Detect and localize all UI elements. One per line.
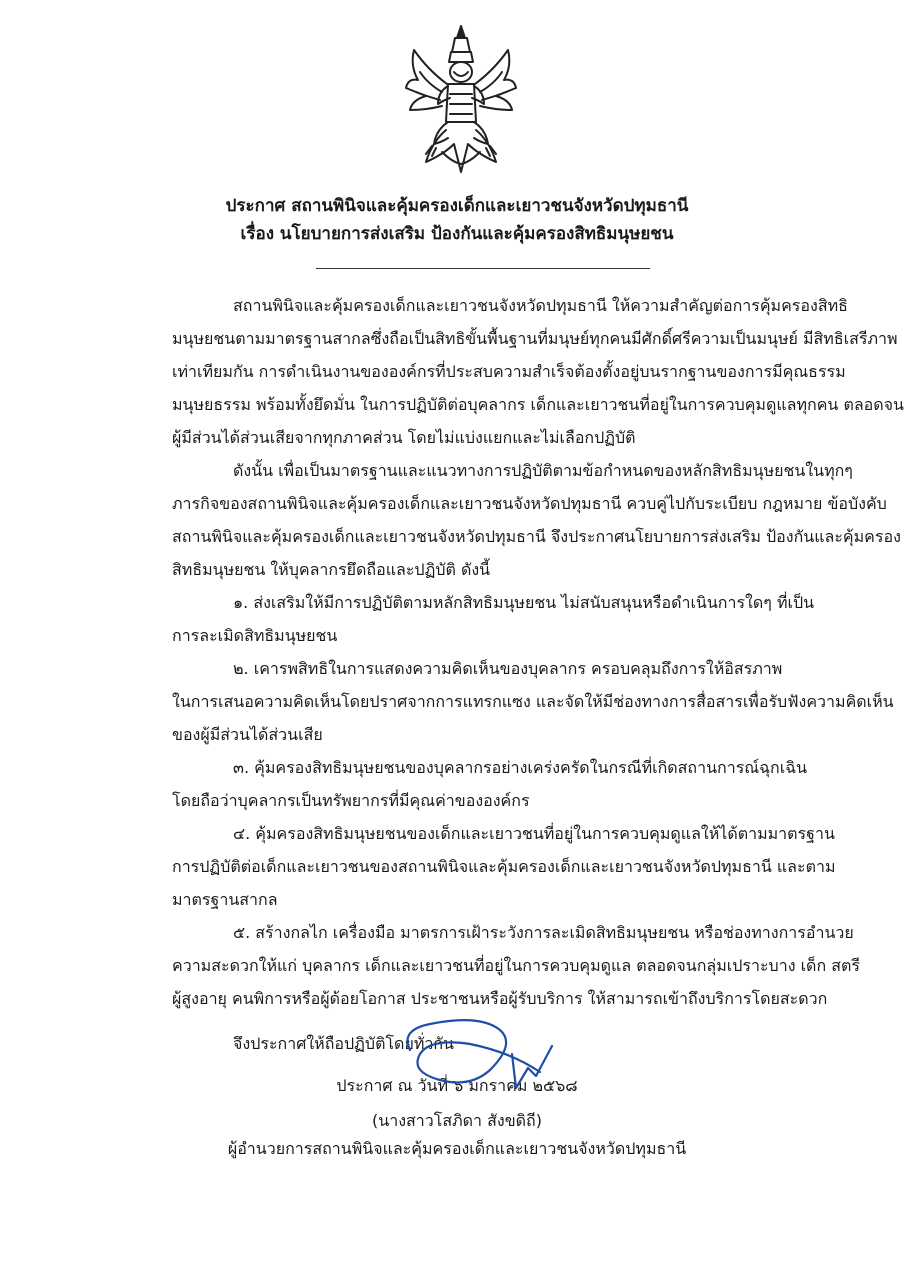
announcement-title: ประกาศ สถานพินิจและคุ้มครองเด็กและเยาวชนจังหวัดปทุมธานี	[225, 196, 689, 216]
policy-item-2: ๒. เคารพสิทธิในการแสดงความคิดเห็นของบุคลากร ครอบคลุมถึงการให้อิสรภาพ	[233, 659, 783, 678]
body-line: ในการเสนอความคิดเห็นโดยปราศจากการแทรกแซง และจัดให้มีช่องทางการสื่อสารเพื่อรับฟังความคิดเห็น	[172, 692, 894, 711]
body-line: ภารกิจของสถานพินิจและคุ้มครองเด็กและเยาวชนจังหวัดปทุมธานี ควบคู่ไปกับระเบียบ กฎหมาย ข้อบังคับ	[172, 494, 887, 513]
signer-name: (นางสาวโสภิดา สังขดิถี)	[372, 1111, 542, 1130]
body-line: สถานพินิจและคุ้มครองเด็กและเยาวชนจังหวัดปทุมธานี จึงประกาศนโยบายการส่งเสริม ป้องกันและคุ้มครอง	[172, 527, 901, 546]
body-line: ความสะดวกให้แก่ บุคลากร เด็กและเยาวชนที่อยู่ในการควบคุมดูแล ตลอดจนกลุ่มเปราะบาง เด็ก สตรี	[172, 956, 860, 975]
body-line: เท่าเทียมกัน การดำเนินงานขององค์กรที่ประสบความสำเร็จต้องตั้งอยู่บนรากฐานของการมีคุณธรรม	[172, 362, 846, 381]
body-line: สถานพินิจและคุ้มครองเด็กและเยาวชนจังหวัดปทุมธานี ให้ความสำคัญต่อการคุ้มครองสิทธิ	[233, 296, 848, 315]
announcement-subject: เรื่อง นโยบายการส่งเสริม ป้องกันและคุ้มครองสิทธิมนุษยชน	[240, 224, 674, 244]
body-line: การปฏิบัติต่อเด็กและเยาวชนของสถานพินิจและคุ้มครองเด็กและเยาวชนจังหวัดปทุมธานี และตาม	[172, 857, 836, 876]
policy-item-5: ๕. สร้างกลไก เครื่องมือ มาตรการเฝ้าระวังการละเมิดสิทธิมนุษยชน หรือช่องทางการอำนวย	[233, 923, 854, 942]
garuda-emblem-icon	[402, 22, 520, 180]
handwritten-signature-icon	[390, 1010, 580, 1100]
body-line: โดยถือว่าบุคลากรเป็นทรัพยากรที่มีคุณค่าขององค์กร	[172, 791, 530, 810]
body-line: การละเมิดสิทธิมนุษยชน	[172, 626, 338, 645]
body-line: ดังนั้น เพื่อเป็นมาตรฐานและแนวทางการปฏิบัติตามข้อกำหนดของหลักสิทธิมนุษยชนในทุกๆ	[233, 461, 853, 480]
closing-statement: จึงประกาศให้ถือปฏิบัติโดยทั่วกัน	[233, 1034, 454, 1053]
body-line: ผู้สูงอายุ คนพิการหรือผู้ด้อยโอกาส ประชาชนหรือผู้รับบริการ ให้สามารถเข้าถึงบริการโดยสะดวก	[172, 989, 828, 1008]
announcement-date: ประกาศ ณ วันที่ ๖ มกราคม ๒๕๖๘	[336, 1076, 578, 1095]
policy-item-4: ๔. คุ้มครองสิทธิมนุษยชนของเด็กและเยาวชนที่อยู่ในการควบคุมดูแลให้ได้ตามมาตรฐาน	[233, 824, 835, 843]
body-line: ของผู้มีส่วนได้ส่วนเสีย	[172, 725, 323, 744]
announcement-header	[0, 192, 914, 248]
body-line: สิทธิมนุษยชน ให้บุคลากรยึดถือและปฏิบัติ ดังนี้	[172, 560, 491, 579]
policy-item-1: ๑. ส่งเสริมให้มีการปฏิบัติตามหลักสิทธิมนุษยชน ไม่สนับสนุนหรือดำเนินการใดๆ ที่เป็น	[233, 593, 815, 612]
signer-block	[0, 1107, 914, 1163]
body-line: ผู้มีส่วนได้ส่วนเสียจากทุกภาคส่วน โดยไม่แบ่งแยกและไม่เลือกปฏิบัติ	[172, 428, 636, 447]
policy-item-3: ๓. คุ้มครองสิทธิมนุษยชนของบุคลากรอย่างเคร่งครัดในกรณีที่เกิดสถานการณ์ฉุกเฉิน	[233, 758, 808, 777]
header-divider	[316, 268, 650, 269]
body-line: มนุษยชนตามมาตรฐานสากลซึ่งถือเป็นสิทธิขั้นพื้นฐานที่มนุษย์ทุกคนมีศักดิ์ศรีความเป็นมนุษย์ มีสิทธิเสรีภาพ	[172, 329, 898, 348]
body-line: มนุษยธรรม พร้อมทั้งยึดมั่น ในการปฏิบัติต่อบุคลากร เด็กและเยาวชนที่อยู่ในการควบคุมดูแลทุกคน ตลอดจน	[172, 395, 904, 414]
body-line: มาตรฐานสากล	[172, 890, 278, 909]
signer-position: ผู้อำนวยการสถานพินิจและคุ้มครองเด็กและเยาวชนจังหวัดปทุมธานี	[227, 1139, 687, 1158]
